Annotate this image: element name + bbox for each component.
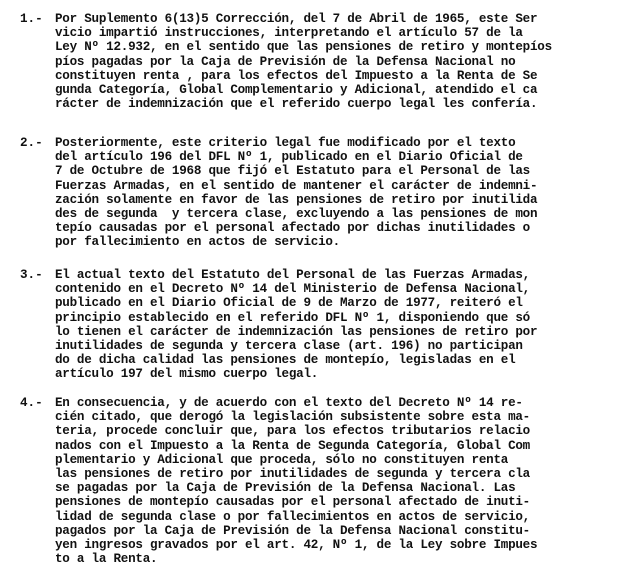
text-line: cién citado, que derogó la legislación subsistente sobre esta ma- bbox=[55, 410, 530, 425]
text-line: vicio impartió instrucciones, interpretando el artículo 57 de la bbox=[55, 26, 523, 41]
text-line: gunda Categoría, Global Complementario y Adicional, atendido el ca bbox=[55, 82, 538, 97]
text-line: las pensiones de retiro por inutilidades de segunda y tercera cla bbox=[55, 466, 530, 481]
paragraph-text bbox=[55, 136, 625, 250]
text-line: pensiones de montepío causadas por el personal afectado de inuti- bbox=[55, 495, 530, 510]
paragraph-number: 2.- bbox=[20, 136, 43, 150]
text-line: teria, procede concluir que, para los efectos tributarios relacio bbox=[55, 424, 530, 439]
text-line: des de segunda y tercera clase, excluyendo a las pensiones de mon bbox=[55, 206, 538, 221]
text-line: artículo 197 del mismo cuerpo legal. bbox=[55, 367, 319, 382]
text-line: plementario y Adicional que proceda, sólo no constituyen renta bbox=[55, 452, 509, 467]
text-line: publicado en el Diario Oficial de 9 de Marzo de 1977, reiteró el bbox=[55, 296, 523, 311]
text-line: contenido en el Decreto Nº 14 del Ministerio de Defensa Nacional, bbox=[55, 282, 530, 297]
text-line: nados con el Impuesto a la Renta de Segunda Categoría, Global Com bbox=[55, 438, 530, 453]
text-line: Ley Nº 12.932, en el sentido que las pensiones de retiro y montepíos bbox=[55, 40, 552, 55]
text-line: del artículo 196 del DFL Nº 1, publicado en el Diario Oficial de bbox=[55, 150, 523, 165]
paragraph-number: 1.- bbox=[20, 12, 43, 26]
text-line: to a la Renta. bbox=[55, 552, 158, 567]
paragraph-text bbox=[55, 12, 625, 111]
text-line: rácter de indemnización que el referido cuerpo legal les confería. bbox=[55, 97, 538, 112]
text-line: se pagadas por la Caja de Previsión de la Defensa Nacional. Las bbox=[55, 481, 516, 496]
text-line: lo tienen el carácter de indemnización las pensiones de retiro por bbox=[55, 324, 538, 339]
text-line: por fallecimiento en actos de servicio. bbox=[55, 235, 340, 250]
text-line: zación solamente en favor de las pensiones de retiro por inutilida bbox=[55, 192, 538, 207]
text-line: yen ingresos gravados por el art. 42, Nº 1, de la Ley sobre Impues bbox=[55, 537, 538, 552]
text-line: Posteriormente, este criterio legal fue modificado por el texto bbox=[55, 136, 516, 150]
text-line: lidad de segunda clase o por fallecimientos en actos de servicio, bbox=[55, 509, 530, 524]
text-line: Por Suplemento 6(13)5 Corrección, del 7 de Abril de 1965, este Ser bbox=[55, 12, 538, 26]
text-line: do de dicha calidad las pensiones de montepío, legisladas en el bbox=[55, 353, 516, 368]
text-line: constituyen renta , para los efectos del Impuesto a la Renta de Se bbox=[55, 68, 538, 83]
text-line: El actual texto del Estatuto del Personal de las Fuerzas Armadas, bbox=[55, 268, 530, 282]
text-line: tepío causadas por el personal afectado por dichas inutilidades o bbox=[55, 221, 530, 236]
paragraph-number: 4.- bbox=[20, 396, 43, 410]
paragraph-text bbox=[55, 268, 625, 382]
paragraph-text bbox=[55, 396, 625, 566]
text-line: Fuerzas Armadas, en el sentido de mantener el carácter de indemni- bbox=[55, 178, 538, 193]
text-line: píos pagadas por la Caja de Previsión de la Defensa Nacional no bbox=[55, 54, 516, 69]
text-line: principio establecido en el referido DFL Nº 1, disponiendo que só bbox=[55, 310, 530, 325]
text-line: inutilidades de segunda y tercera clase (art. 196) no participan bbox=[55, 338, 523, 353]
text-line: pagados por la Caja de Previsión de la Defensa Nacional constitu- bbox=[55, 523, 530, 538]
paragraph-number: 3.- bbox=[20, 268, 43, 282]
text-line: En consecuencia, y de acuerdo con el texto del Decreto Nº 14 re- bbox=[55, 396, 523, 410]
text-line: 7 de Octubre de 1968 que fijó el Estatuto para el Personal de las bbox=[55, 164, 530, 179]
